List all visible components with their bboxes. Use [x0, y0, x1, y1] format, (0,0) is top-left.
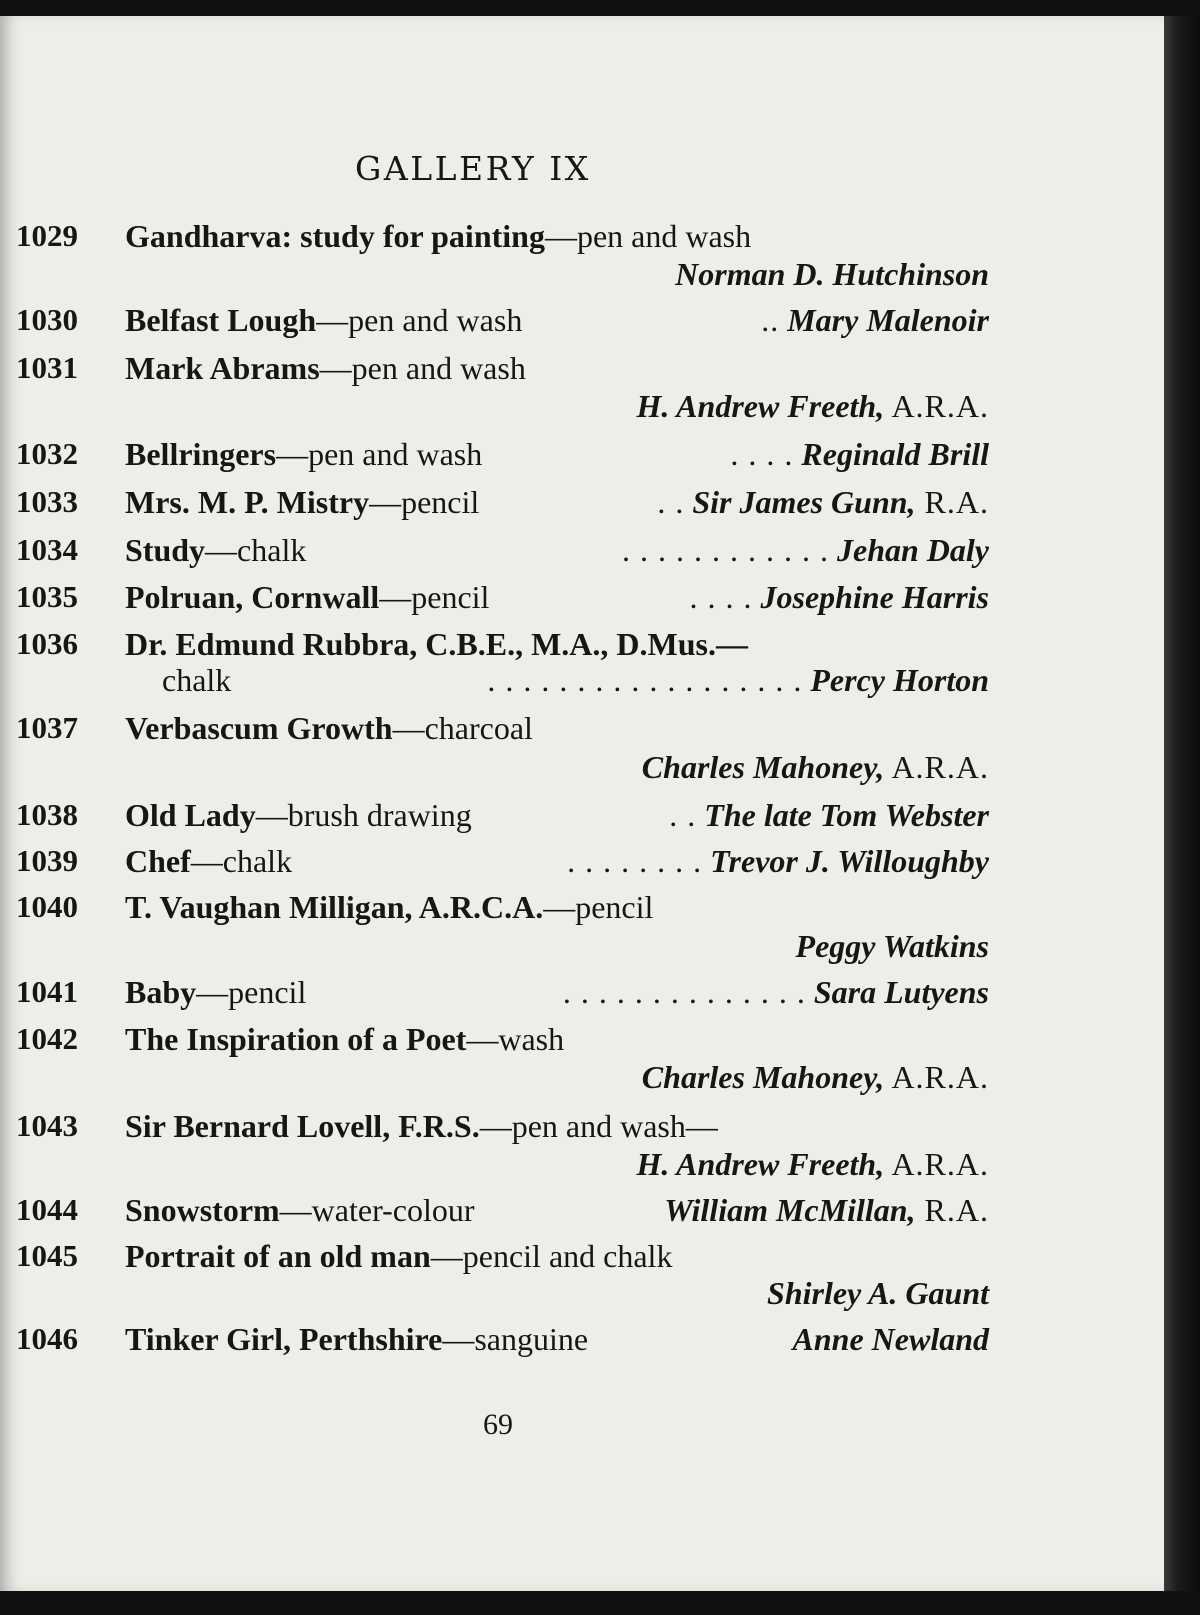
entry-title: Old Lady: [125, 797, 256, 833]
entry-title: Mark Abrams: [125, 350, 320, 386]
entry-title: Baby: [125, 974, 197, 1010]
entry-medium: —chalk: [205, 532, 307, 568]
entry-title-line: [125, 889, 653, 926]
entry-line-1046: [0, 1321, 1164, 1367]
entry-medium: —water-colour: [279, 1192, 475, 1228]
entry-medium: —chalk: [190, 843, 293, 879]
entry-number: 1037: [16, 710, 78, 745]
entry-number: 1040: [16, 889, 78, 924]
entry-title-line: [125, 350, 526, 387]
entry-artist-line-1037: [0, 749, 1164, 795]
entry-honours: A.R.A.: [884, 1146, 989, 1182]
dot-leader: . .: [657, 484, 685, 520]
entry-line-1044: [0, 1192, 1164, 1238]
entry-number: 1029: [16, 218, 78, 253]
entry-title: T. Vaughan Milligan, A.R.C.A.: [125, 889, 544, 925]
entry-number: 1032: [16, 436, 78, 471]
entry-medium: —pen and wash: [316, 302, 523, 338]
entry-title-line: [125, 484, 479, 521]
entry-attribution: [730, 436, 989, 473]
entry-medium: —pen and wash: [276, 436, 483, 472]
entry-attribution: [636, 388, 989, 425]
entry-artist: Anne Newland: [792, 1321, 989, 1357]
entry-title-line: [125, 974, 306, 1011]
entry-title-line: [125, 218, 751, 255]
entry-medium: —pencil: [369, 484, 480, 520]
entry-line-1038: [0, 797, 1164, 843]
entry-title: Polruan, Cornwall: [125, 579, 380, 615]
entry-attribution: [675, 256, 989, 293]
entry-medium: —pen and wash: [544, 218, 752, 254]
entry-attribution: [796, 928, 989, 965]
entry-line-1041: [0, 974, 1164, 1020]
entry-artist-line-1043: [0, 1146, 1164, 1192]
entry-honours: R.A.: [915, 1192, 989, 1228]
dot-leader: ..: [761, 302, 780, 338]
dot-leader: . . . . . . . . . . . . . .: [562, 974, 806, 1010]
entry-line-1033: [0, 484, 1164, 530]
entry-title: Gandharva: study for painting: [125, 218, 545, 254]
entry-title: Belfast Lough: [125, 302, 317, 338]
entry-number: 1033: [16, 484, 78, 519]
entry-honours: A.R.A.: [884, 1059, 989, 1095]
entry-medium: —pencil: [543, 889, 654, 925]
entry-honours: R.A.: [915, 484, 989, 520]
entry-medium: —brush drawing: [255, 797, 472, 833]
entry-continuation-line-1036: [0, 662, 1164, 708]
entry-number: 1045: [16, 1238, 78, 1273]
paper-sheet: [0, 16, 1164, 1591]
entry-number: 1043: [16, 1108, 78, 1143]
entry-number: 1034: [16, 532, 78, 567]
entry-artist: William McMillan,: [664, 1192, 916, 1228]
entry-medium-line: [162, 662, 231, 699]
entry-artist: Reginald Brill: [801, 436, 989, 472]
entry-number: 1046: [16, 1321, 78, 1356]
entry-title: Verbascum Growth: [125, 710, 393, 746]
entry-honours: A.R.A.: [884, 388, 989, 424]
entry-title-line: [125, 579, 489, 616]
entry-honours: A.R.A.: [884, 749, 989, 785]
entry-title: The Inspiration of a Poet: [125, 1021, 467, 1057]
entry-title-line: [125, 797, 472, 834]
entry-attribution: [767, 1275, 989, 1312]
entry-title: Portrait of an old man: [125, 1238, 431, 1274]
entry-artist: Charles Mahoney,: [641, 1059, 885, 1095]
entry-number: 1035: [16, 579, 78, 614]
entry-artist-line-1045: [0, 1275, 1164, 1321]
entry-artist-line-1031: [0, 388, 1164, 434]
entry-number: 1039: [16, 843, 78, 878]
entry-title: Study: [125, 532, 206, 568]
dot-leader: . . . . . . . . . . . . . . . . . .: [487, 662, 803, 698]
entry-title-line: [125, 302, 522, 339]
entry-medium: —pencil: [379, 579, 490, 615]
entry-number: 1036: [16, 626, 78, 661]
entry-title: Chef: [125, 843, 191, 879]
dot-leader: . .: [669, 797, 697, 833]
gallery-heading: GALLERY IX: [355, 149, 591, 188]
entry-medium: —wash: [466, 1021, 565, 1057]
entry-attribution: [487, 662, 989, 699]
entry-title-line: [125, 843, 292, 880]
entry-attribution: [690, 579, 989, 616]
entry-title: Tinker Girl, Perthshire: [125, 1321, 443, 1357]
entry-title-line: [125, 1321, 588, 1358]
entry-artist: Sir James Gunn,: [692, 484, 916, 520]
entry-attribution: [636, 1146, 989, 1183]
entry-medium: —charcoal: [392, 710, 533, 746]
entry-medium: —pen and wash: [319, 350, 526, 386]
entry-title-line: [125, 1238, 672, 1275]
entry-number: 1031: [16, 350, 78, 385]
entry-artist: Jehan Daly: [837, 532, 989, 568]
entry-attribution: [761, 302, 989, 339]
entry-artist: Charles Mahoney,: [641, 749, 885, 785]
entry-line-1039: [0, 843, 1164, 889]
entry-artist: Percy Horton: [810, 662, 989, 698]
book-page-edge: [1164, 16, 1200, 1591]
entry-artist: Shirley A. Gaunt: [767, 1275, 989, 1311]
entry-artist-line-1040: [0, 928, 1164, 974]
entry-number: 1042: [16, 1021, 78, 1056]
entry-title-line: [125, 1108, 718, 1145]
dot-leader: . . . . . . . . . . . .: [622, 532, 829, 568]
entry-line-1034: [0, 532, 1164, 578]
entry-attribution: [793, 1321, 989, 1358]
entry-artist: Norman D. Hutchinson: [675, 256, 989, 292]
entry-medium: —sanguine: [442, 1321, 589, 1357]
entry-attribution: [642, 749, 989, 786]
entry-medium: —pen and wash—: [479, 1108, 718, 1144]
dot-leader: . . . .: [689, 579, 753, 615]
entry-artist: Trevor J. Willoughby: [710, 843, 989, 879]
entry-title-line: [125, 710, 533, 747]
entry-attribution: [563, 974, 989, 1011]
entry-line-1035: [0, 579, 1164, 625]
entry-medium: —pencil and chalk: [430, 1238, 673, 1274]
entry-title-line: [125, 436, 482, 473]
entry-title-line: [125, 1021, 564, 1058]
entry-attribution: [669, 797, 989, 834]
entry-title: Dr. Edmund Rubbra, C.B.E., M.A., D.Mus.—: [125, 626, 748, 662]
dot-leader: . . . . . . . .: [567, 843, 703, 879]
entry-line-1030: [0, 302, 1164, 348]
entry-artist-line-1029: [0, 256, 1164, 302]
entry-artist: The late Tom Webster: [704, 797, 989, 833]
entry-title-line: [125, 1192, 475, 1229]
entry-title-line: [125, 626, 748, 663]
entry-title: Bellringers: [125, 436, 277, 472]
entry-artist-line-1042: [0, 1059, 1164, 1105]
entry-attribution: [642, 1059, 989, 1096]
entry-medium: —pencil: [196, 974, 307, 1010]
entry-title: Sir Bernard Lovell, F.R.S.: [125, 1108, 480, 1144]
entry-number: 1041: [16, 974, 78, 1009]
entry-artist: Peggy Watkins: [795, 928, 989, 964]
entry-artist: H. Andrew Freeth,: [636, 1146, 885, 1182]
entry-number: 1030: [16, 302, 78, 337]
entry-medium: chalk: [162, 662, 232, 698]
entry-attribution: [622, 532, 989, 569]
entry-attribution: [657, 484, 989, 521]
entry-artist: Josephine Harris: [760, 579, 989, 615]
page-number: 69: [483, 1408, 513, 1441]
entry-attribution: [664, 1192, 989, 1229]
entry-attribution: [567, 843, 989, 880]
entry-artist: H. Andrew Freeth,: [636, 388, 885, 424]
entry-title-line: [125, 532, 306, 569]
entry-number: 1038: [16, 797, 78, 832]
entry-title: Mrs. M. P. Mistry: [125, 484, 370, 520]
entry-artist: Sara Lutyens: [813, 974, 989, 1010]
entry-number: 1044: [16, 1192, 78, 1227]
entry-artist: Mary Malenoir: [787, 302, 989, 338]
entry-title: Snowstorm: [125, 1192, 280, 1228]
entry-line-1032: [0, 436, 1164, 482]
dot-leader: . . . .: [730, 436, 794, 472]
